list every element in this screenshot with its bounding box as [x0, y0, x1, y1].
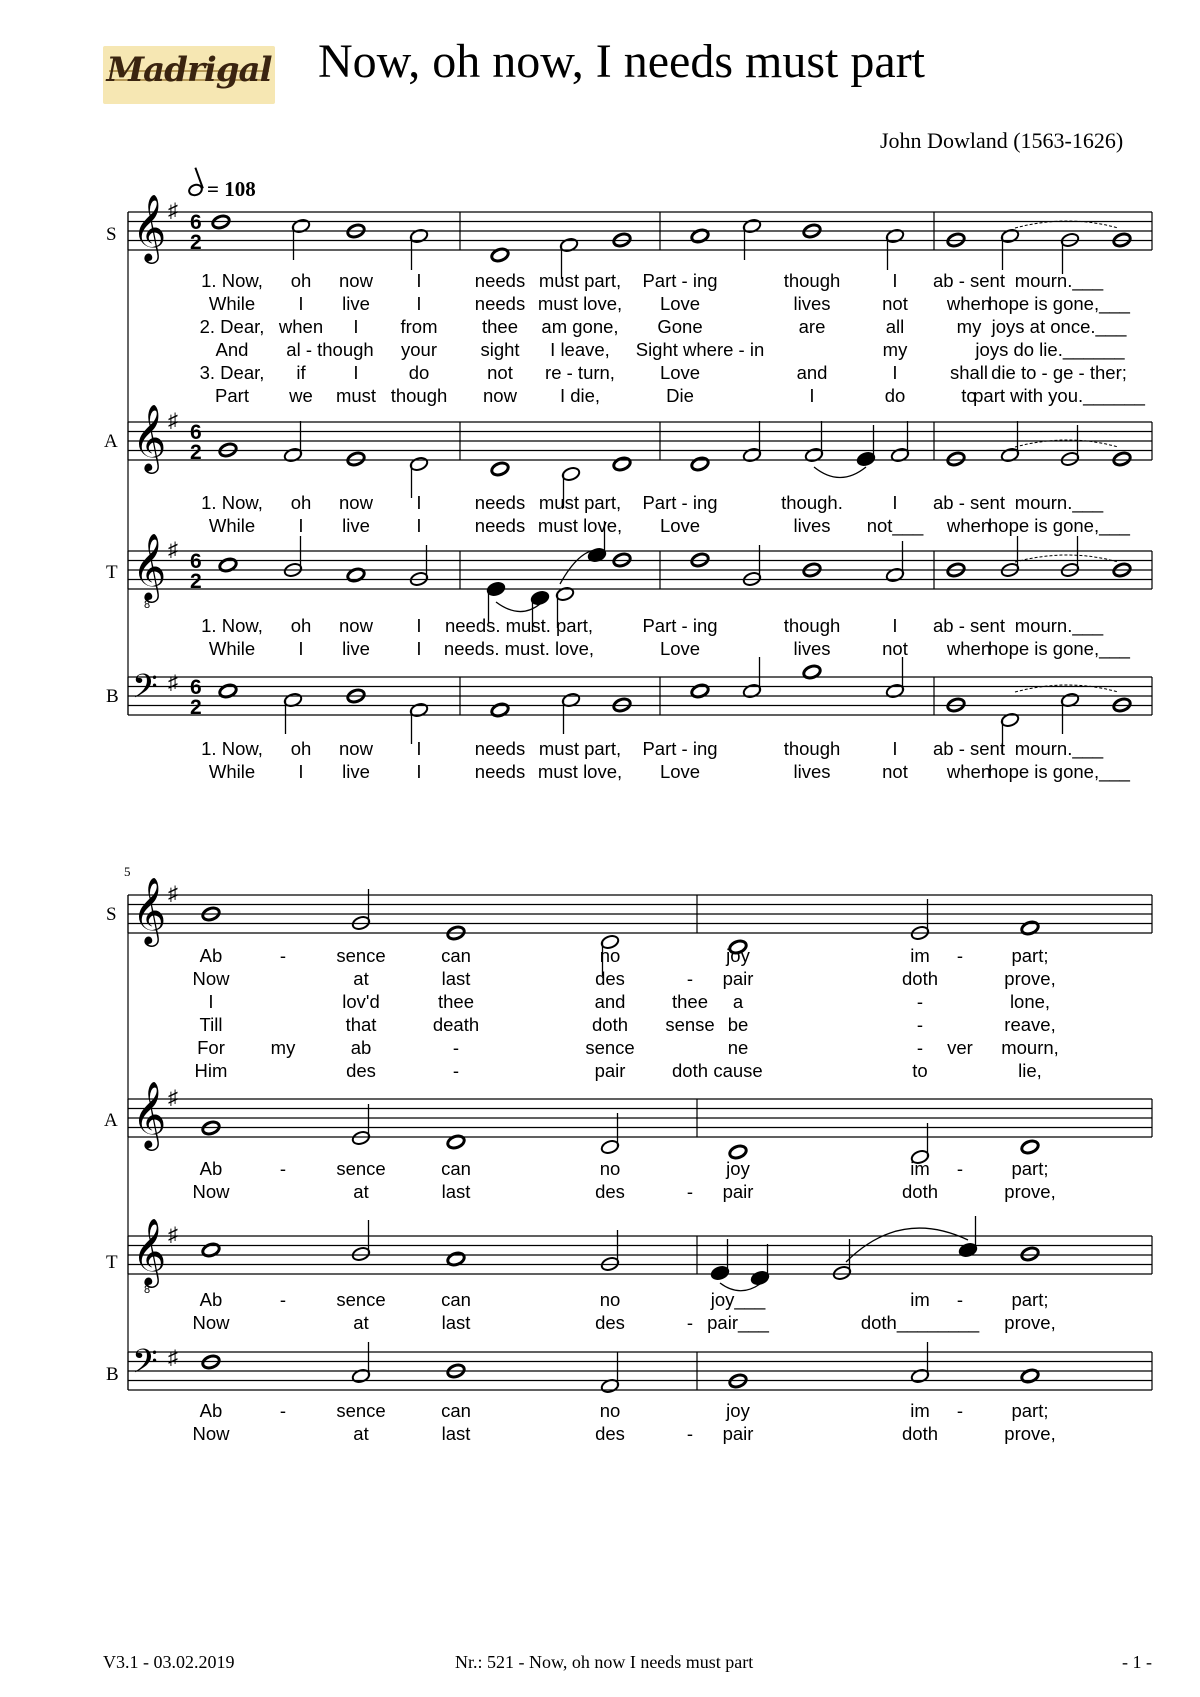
treble-clef-icon: 𝄞 — [132, 1082, 167, 1147]
lyric-syllable: lives — [793, 638, 831, 659]
lyric-syllable: joy___ — [710, 1289, 766, 1310]
lyric-syllable: my — [956, 316, 982, 337]
voice-label-t1: T — [106, 562, 118, 583]
lyric-syllable: - — [452, 1060, 460, 1081]
lyric-syllable: Part — [215, 385, 249, 406]
lyric-syllable: sence — [585, 1037, 635, 1058]
lyric-syllable: a — [732, 991, 744, 1012]
lyric-syllable: can — [441, 1289, 471, 1310]
lyric-syllable: I — [892, 362, 898, 383]
voice-label-b1: B — [106, 686, 119, 707]
lyric-syllable: I — [298, 293, 304, 314]
lyric-syllable: shall — [949, 362, 989, 383]
lyric-syllable: prove, — [1004, 1312, 1056, 1333]
sharp-icon: ♯ — [168, 1224, 178, 1246]
lyric-syllable: des — [595, 1423, 625, 1444]
lyric-syllable: not — [882, 293, 908, 314]
lyric-syllable: be — [727, 1014, 749, 1035]
time-signature-bottom: 2 — [190, 441, 202, 464]
lyric-syllable: cause — [713, 1060, 763, 1081]
lyric-syllable: from — [400, 316, 438, 337]
lyric-syllable: sence — [336, 945, 386, 966]
lyric-syllable: Part - ing — [642, 270, 718, 291]
time-signature-bottom: 2 — [190, 231, 202, 254]
lyric-syllable: I — [416, 638, 422, 659]
tempo-label: = 108 — [207, 177, 256, 201]
lyric-syllable: when — [946, 293, 992, 314]
treble-clef-icon: 𝄞 — [132, 534, 167, 599]
lyric-syllable: Ab — [199, 1158, 223, 1179]
lyric-syllable: I — [416, 738, 422, 759]
bass-clef-icon: 𝄢 — [132, 1344, 158, 1388]
lyric-syllable: doth — [901, 968, 939, 989]
lyric-syllable: pair — [594, 1060, 626, 1081]
lyric-syllable: 1. Now, — [201, 492, 263, 513]
lyric-syllable: ab - sent — [933, 615, 1005, 636]
lyric-syllable: pair___ — [707, 1312, 769, 1333]
treble-clef-icon: 𝄞 — [132, 195, 167, 260]
lyric-syllable: though — [783, 615, 841, 636]
lyric-syllable: joys do lie.______ — [975, 339, 1125, 360]
lyric-syllable: prove, — [1004, 1423, 1056, 1444]
lyric-syllable: needs — [474, 515, 526, 536]
lyric-syllable: last — [441, 1181, 471, 1202]
lyric-syllable: that — [345, 1014, 377, 1035]
lyric-syllable: ver — [947, 1037, 973, 1058]
footer-version: V3.1 - 03.02.2019 — [103, 1652, 235, 1672]
sharp-icon: ♯ — [168, 1347, 178, 1369]
lyric-syllable: - — [279, 1158, 287, 1179]
page-title: Now, oh now, I needs must part — [318, 35, 926, 88]
lyric-syllable: hope is gone,___ — [988, 761, 1130, 782]
lyric-syllable: needs — [474, 492, 526, 513]
time-signature-bottom: 2 — [190, 696, 202, 719]
lyric-syllable: I die, — [559, 385, 601, 406]
lyric-syllable: die to - ge - ther; — [991, 362, 1127, 383]
lyric-syllable: des — [346, 1060, 376, 1081]
lyric-syllable: though. — [781, 492, 843, 513]
lyric-syllable: - — [956, 1400, 964, 1421]
lyric-syllable: And — [215, 339, 249, 360]
lyric-syllable: doth — [591, 1014, 629, 1035]
lyric-syllable: to — [961, 385, 977, 406]
lyric-syllable: ab — [350, 1037, 372, 1058]
lyric-syllable: sence — [336, 1400, 386, 1421]
lyric-syllable: your — [401, 339, 437, 360]
lyric-syllable: we — [289, 385, 313, 406]
logo-text: Madrigal — [106, 50, 272, 90]
lyric-syllable: must part, — [538, 492, 622, 513]
lyric-syllable: im — [910, 945, 930, 966]
voice-label-a1: A — [104, 431, 118, 452]
treble-clef-icon: 𝄞 — [132, 1219, 167, 1284]
footer-title: Nr.: 521 - Now, oh now I needs must part — [455, 1652, 754, 1672]
lyric-syllable: now — [339, 615, 373, 636]
lyric-syllable: mourn.___ — [1014, 492, 1104, 513]
lyric-syllable: ab - sent — [933, 270, 1005, 291]
lyric-syllable: I leave, — [550, 339, 610, 360]
lyric-syllable: at — [353, 968, 369, 989]
lyric-syllable: For — [197, 1037, 225, 1058]
lyric-syllable: Part - ing — [642, 738, 718, 759]
lyric-syllable: - — [916, 1037, 924, 1058]
lyric-syllable: and — [796, 362, 828, 383]
lyric-syllable: Ab — [199, 1289, 223, 1310]
lyric-syllable: I — [416, 515, 422, 536]
lyric-syllable: no — [599, 1158, 621, 1179]
treble-clef-icon: 𝄞 — [132, 878, 167, 943]
lyric-syllable: prove, — [1004, 968, 1056, 989]
lyric-syllable: im — [910, 1400, 930, 1421]
lyric-syllable: doth — [671, 1060, 709, 1081]
lyric-syllable: im — [910, 1289, 930, 1310]
lyric-syllable: I — [353, 316, 359, 337]
lyric-syllable: des — [595, 968, 625, 989]
lyric-syllable: Love — [659, 638, 701, 659]
lyric-syllable: when — [946, 638, 992, 659]
lyric-syllable: While — [208, 515, 256, 536]
lyric-syllable: mourn, — [1001, 1037, 1059, 1058]
lyric-syllable: must — [335, 385, 377, 406]
lyric-syllable: must love, — [537, 293, 623, 314]
lyric-syllable: last — [441, 1312, 471, 1333]
lyric-syllable: doth________ — [860, 1312, 980, 1333]
time-signature-bottom: 2 — [190, 570, 202, 593]
lyric-syllable: thee — [671, 991, 709, 1012]
lyric-syllable: needs — [474, 738, 526, 759]
lyric-syllable: joy — [726, 945, 750, 966]
lyric-syllable: des — [595, 1312, 625, 1333]
lyric-syllable: and — [594, 991, 626, 1012]
lyric-syllable: - — [916, 1014, 924, 1035]
lyric-syllable: I — [298, 515, 304, 536]
lyric-syllable: im — [910, 1158, 930, 1179]
footer-page: - 1 - — [1122, 1652, 1152, 1672]
lyric-syllable: al - though — [286, 339, 374, 360]
lyric-syllable: lives — [793, 293, 831, 314]
lyric-syllable: part with you.______ — [973, 385, 1145, 406]
lyric-syllable: lie, — [1018, 1060, 1042, 1081]
lyric-syllable: do — [884, 385, 906, 406]
lyric-syllable: I — [892, 738, 898, 759]
sharp-icon: ♯ — [168, 200, 178, 222]
lyric-syllable: Love — [659, 362, 701, 383]
lyric-syllable: I — [416, 492, 422, 513]
voice-label-t2: T — [106, 1252, 118, 1273]
lyric-syllable: now — [339, 492, 373, 513]
lyric-syllable: part; — [1011, 945, 1049, 966]
sharp-icon: ♯ — [168, 1087, 178, 1109]
time-signature-top: 6 — [190, 550, 202, 573]
lyric-syllable: While — [208, 761, 256, 782]
lyric-syllable: - — [956, 945, 964, 966]
lyric-syllable: live — [342, 761, 370, 782]
lyric-syllable: I — [298, 761, 304, 782]
lyric-syllable: Now — [192, 968, 230, 989]
lyric-syllable: last — [441, 1423, 471, 1444]
lyric-syllable: are — [798, 316, 826, 337]
lyric-syllable: doth — [901, 1181, 939, 1202]
lyric-syllable: While — [208, 293, 256, 314]
lyric-syllable: sense — [665, 1014, 715, 1035]
lyric-syllable: thee — [437, 991, 475, 1012]
lyric-syllable: I — [892, 270, 898, 291]
lyric-syllable: reave, — [1004, 1014, 1056, 1035]
treble-clef-icon: 𝄞 — [132, 405, 167, 470]
lyric-syllable: lives — [793, 761, 831, 782]
lyric-syllable: mourn.___ — [1014, 270, 1104, 291]
lyric-syllable: Now — [192, 1181, 230, 1202]
lyric-syllable: can — [441, 1400, 471, 1421]
lyric-syllable: joy — [726, 1158, 750, 1179]
lyric-syllable: needs — [474, 293, 526, 314]
lyric-syllable: - — [686, 1181, 694, 1202]
lyric-syllable: ab - sent — [933, 738, 1005, 759]
lyric-syllable: ab - sent — [933, 492, 1005, 513]
lyric-syllable: Part - ing — [642, 615, 718, 636]
lyric-syllable: can — [441, 945, 471, 966]
lyric-syllable: no — [599, 1289, 621, 1310]
sharp-icon: ♯ — [168, 539, 178, 561]
lyric-syllable: I — [892, 615, 898, 636]
lyric-syllable: last — [441, 968, 471, 989]
lyric-syllable: at — [353, 1423, 369, 1444]
lyric-syllable: now — [483, 385, 517, 406]
lyric-syllable: when — [946, 515, 992, 536]
lyric-syllable: doth — [901, 1423, 939, 1444]
lyric-syllable: ne — [727, 1037, 749, 1058]
lyric-syllable: Till — [199, 1014, 223, 1035]
lyric-syllable: mourn.___ — [1014, 615, 1104, 636]
lyric-syllable: - — [956, 1289, 964, 1310]
lyric-syllable: Now — [192, 1312, 230, 1333]
lyric-syllable: re - turn, — [545, 362, 615, 383]
lyric-syllable: Ab — [199, 1400, 223, 1421]
lyric-syllable: at — [353, 1312, 369, 1333]
lyric-syllable: hope is gone,___ — [988, 515, 1130, 536]
lyric-syllable: I — [353, 362, 359, 383]
lyric-syllable: joy — [726, 1400, 750, 1421]
lyric-syllable: I — [416, 293, 422, 314]
lyric-syllable: must part, — [538, 738, 622, 759]
lyric-syllable: I — [416, 270, 422, 291]
lyric-syllable: thee — [481, 316, 519, 337]
lyric-syllable: 2. Dear, — [199, 316, 265, 337]
time-signature-top: 6 — [190, 676, 202, 699]
lyric-syllable: hope is gone,___ — [988, 638, 1130, 659]
lyric-syllable: I — [809, 385, 815, 406]
lyric-syllable: sight — [480, 339, 520, 360]
time-signature-top: 6 — [190, 421, 202, 444]
octave-mark: 8 — [144, 599, 151, 611]
lyric-syllable: - — [279, 1400, 287, 1421]
lyric-syllable: joys at once.___ — [991, 316, 1127, 337]
lyric-syllable: part; — [1011, 1158, 1049, 1179]
lyric-syllable: Love — [659, 515, 701, 536]
lyric-syllable: oh — [290, 615, 312, 636]
lyric-syllable: pair — [722, 1181, 754, 1202]
lyric-syllable: am gone, — [541, 316, 619, 337]
lyric-syllable: I — [416, 761, 422, 782]
voice-label-s1: S — [106, 224, 117, 245]
lyric-syllable: I — [298, 638, 304, 659]
lyric-syllable: Love — [659, 761, 701, 782]
lyric-syllable: do — [408, 362, 430, 383]
lyric-syllable: live — [342, 515, 370, 536]
lyric-syllable: lone, — [1009, 991, 1051, 1012]
voice-label-a2: A — [104, 1110, 118, 1131]
lyric-syllable: needs — [474, 761, 526, 782]
lyric-syllable: - — [279, 945, 287, 966]
lyric-syllable: must love, — [537, 515, 623, 536]
lyric-syllable: Love — [659, 293, 701, 314]
lyric-syllable: Part - ing — [642, 492, 718, 513]
lyric-syllable: des — [595, 1181, 625, 1202]
lyric-syllable: needs. must. love, — [443, 638, 595, 659]
voice-label-s2: S — [106, 904, 117, 925]
lyric-syllable: to — [912, 1060, 928, 1081]
lyric-syllable: must part, — [538, 270, 622, 291]
lyric-syllable: oh — [290, 492, 312, 513]
lyric-syllable: no — [599, 945, 621, 966]
lyric-syllable: I — [208, 991, 214, 1012]
lyric-syllable: Him — [194, 1060, 228, 1081]
lyric-syllable: my — [882, 339, 908, 360]
lyric-syllable: if — [296, 362, 306, 383]
lyric-syllable: sence — [336, 1289, 386, 1310]
lyric-syllable: when — [946, 761, 992, 782]
lyric-syllable: 1. Now, — [201, 270, 263, 291]
lyric-syllable: part; — [1011, 1400, 1049, 1421]
lyric-syllable: now — [339, 738, 373, 759]
lyric-syllable: no — [599, 1400, 621, 1421]
lyric-syllable: live — [342, 638, 370, 659]
lyric-syllable: - — [452, 1037, 460, 1058]
lyric-syllable: all — [885, 316, 905, 337]
lyric-syllable: oh — [290, 738, 312, 759]
composer: John Dowland (1563-1626) — [880, 128, 1124, 153]
lyric-syllable: part; — [1011, 1289, 1049, 1310]
lyric-syllable: 1. Now, — [201, 615, 263, 636]
lyric-syllable: I — [416, 615, 422, 636]
lyric-syllable: at — [353, 1181, 369, 1202]
lyric-syllable: hope is gone,___ — [988, 293, 1130, 314]
lyric-syllable: - — [686, 968, 694, 989]
lyric-syllable: prove, — [1004, 1181, 1056, 1202]
lyric-syllable: - — [279, 1289, 287, 1310]
lyric-syllable: pair — [722, 968, 754, 989]
sharp-icon: ♯ — [168, 672, 178, 694]
lyric-syllable: must love, — [537, 761, 623, 782]
lyric-syllable: - — [686, 1312, 694, 1333]
lyric-syllable: needs — [474, 270, 526, 291]
lyric-syllable: not — [882, 638, 908, 659]
octave-mark: 8 — [144, 1284, 151, 1296]
bass-clef-icon: 𝄢 — [132, 669, 158, 713]
lyric-syllable: Sight where - in — [635, 339, 765, 360]
lyric-syllable: Now — [192, 1423, 230, 1444]
lyric-syllable: not___ — [866, 515, 924, 536]
lyric-syllable: death — [432, 1014, 480, 1035]
lyric-syllable: Ab — [199, 945, 223, 966]
lyric-syllable: sence — [336, 1158, 386, 1179]
lyric-syllable: pair — [722, 1423, 754, 1444]
lyric-syllable: live — [342, 293, 370, 314]
lyric-syllable: though — [783, 738, 841, 759]
lyric-syllable: lives — [793, 515, 831, 536]
lyric-syllable: Gone — [657, 316, 703, 337]
lyric-syllable: though — [390, 385, 448, 406]
lyric-syllable: 3. Dear, — [199, 362, 265, 383]
lyric-syllable: lov'd — [342, 991, 380, 1012]
voice-label-b2: B — [106, 1364, 119, 1385]
lyric-syllable: not — [882, 761, 908, 782]
time-signature-top: 6 — [190, 211, 202, 234]
lyric-syllable: when — [278, 316, 324, 337]
lyric-syllable: While — [208, 638, 256, 659]
lyric-syllable: mourn.___ — [1014, 738, 1104, 759]
lyric-syllable: now — [339, 270, 373, 291]
lyric-syllable: 1. Now, — [201, 738, 263, 759]
lyric-syllable: Die — [666, 385, 694, 406]
sharp-icon: ♯ — [168, 410, 178, 432]
lyric-syllable: oh — [290, 270, 312, 291]
lyric-syllable: can — [441, 1158, 471, 1179]
lyric-syllable: my — [270, 1037, 296, 1058]
lyric-syllable: not — [487, 362, 513, 383]
lyric-syllable: - — [686, 1423, 694, 1444]
lyric-syllable: needs. must. part, — [444, 615, 594, 636]
measure-number: 5 — [124, 864, 131, 879]
lyric-syllable: - — [916, 991, 924, 1012]
lyric-syllable: though — [783, 270, 841, 291]
sharp-icon: ♯ — [168, 883, 178, 905]
lyric-syllable: I — [892, 492, 898, 513]
lyric-syllable: - — [956, 1158, 964, 1179]
